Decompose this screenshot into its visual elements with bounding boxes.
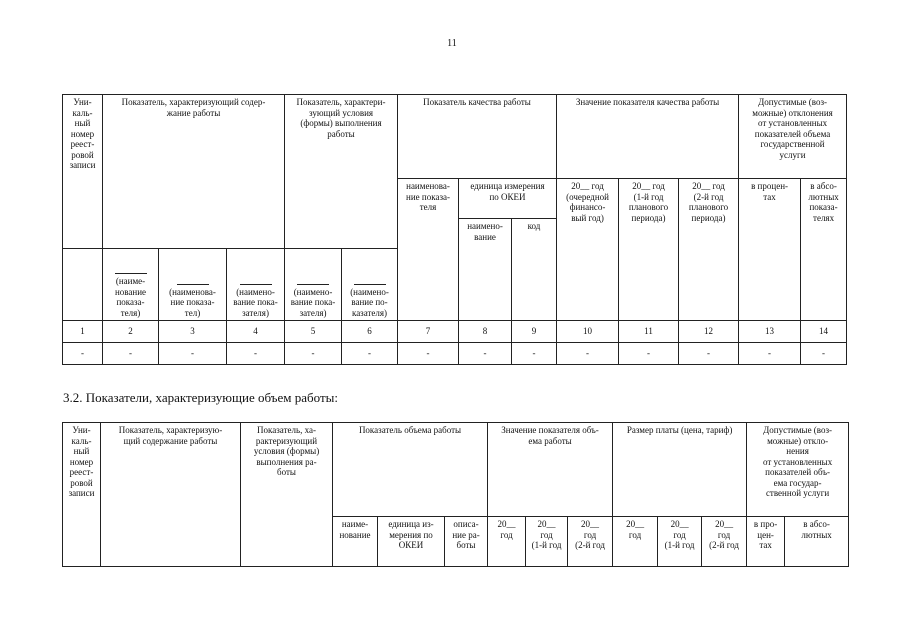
col-number: 4 [227,321,285,343]
header-year-2: 20__ год (1-й год планового периода) [619,179,679,321]
cell-value: - [619,343,679,365]
t2-header-fee-year-2: 20__ год (1-й год [658,517,702,567]
cell-value: - [398,343,459,365]
t2-header-value-year-3: 20__ год (2-й год [568,517,613,567]
subheader-col-2: (наиме- нование показа- теля) [103,249,159,321]
header-unit-code: код [512,219,557,321]
col-number: 6 [342,321,398,343]
header-unit-name: наимено- вание [459,219,512,321]
header-content-indicator: Показатель, характеризующий содер- жание работы [103,95,285,219]
col-number: 7 [398,321,459,343]
col-number: 3 [159,321,227,343]
subheader-col-6: (наимено- вание по- казателя) [342,249,398,321]
section-title: 3.2. Показатели, характеризующие объем работы: [63,390,338,405]
t2-header-percent: в про- цен- тах [747,517,785,567]
cell-value: - [285,343,342,365]
header-absolute: в абсо- лютных показа- телях [801,179,847,321]
t2-header-unit-okei: единица из- мерения по ОКЕИ [378,517,445,567]
t2-header-name: наиме- нование [333,517,378,567]
cell-value: - [801,343,847,365]
cell-value: - [63,343,103,365]
header-quality-value: Значение показателя качества работы [557,95,739,179]
subheader-col-3: (наименова- ние показа- тел) [159,249,227,321]
cell-value: - [679,343,739,365]
page-number: 11 [447,38,457,49]
col-number: 12 [679,321,739,343]
t2-header-conditions-indicator: Показатель, ха- рактеризующий условия (формы) выполнения ра- боты [241,423,333,567]
cell-value: - [512,343,557,365]
t2-header-value-year-1: 20__ год [488,517,526,567]
cell-value: - [459,343,512,365]
t2-header-fee: Размер платы (цена, тариф) [613,423,747,517]
header-year-3: 20__ год (2-й год планового периода) [679,179,739,321]
data-row [63,343,847,365]
header-percent: в процен- тах [739,179,801,321]
t2-header-fee-year-1: 20__ год [613,517,658,567]
cell-value: - [342,343,398,365]
header-conditions-indicator: Показатель, характери- зующий условия (формы) выполнения работы [285,95,398,219]
header-unit-okei: единица измерения по ОКЕИ [459,179,557,219]
t2-header-unique-number: Уни- каль- ный номер реест- ровой записи [63,423,101,567]
t2-header-volume-indicator: Показатель объема работы [333,423,488,517]
subheader-col-5: (наимено- вание пока- зателя) [285,249,342,321]
t2-header-deviations: Допустимые (воз- можные) откло- нения от установленных показателей объ- ема государ- ственной услуги [747,423,849,517]
col-number: 5 [285,321,342,343]
cell-value: - [227,343,285,365]
header-year-1: 20__ год (очередной финансо- вый год) [557,179,619,321]
t2-header-fee-year-3: 20__ год (2-й год [702,517,747,567]
col-number: 8 [459,321,512,343]
volume-indicators-table [62,422,849,567]
cell-value: - [159,343,227,365]
col-number: 14 [801,321,847,343]
t2-header-absolute: в абсо- лютных [785,517,849,567]
t2-header-volume-value: Значение показателя объ- ема работы [488,423,613,517]
col-number: 13 [739,321,801,343]
col-number: 10 [557,321,619,343]
t2-header-description: описа- ние ра- боты [445,517,488,567]
header-indicator-name: наименова- ние показа- теля [398,179,459,321]
header-deviations: Допустимые (воз- можные) отклонения от установленных показателей объема государственной услуги [739,95,847,179]
header-unique-number: Уни- каль- ный номер реест- ровой записи [63,95,103,249]
cell-value: - [557,343,619,365]
subheader-col-4: (наимено- вание пока- зателя) [227,249,285,321]
cell-value: - [103,343,159,365]
cell-value: - [739,343,801,365]
t2-header-value-year-2: 20__ год (1-й год [526,517,568,567]
col-number: 1 [63,321,103,343]
col-number: 11 [619,321,679,343]
t2-header-content-indicator: Показатель, характеризую- щий содержание работы [101,423,241,567]
quality-indicators-table [62,94,847,365]
column-numbers-row [63,321,847,343]
col-number: 9 [512,321,557,343]
header-quality-indicator: Показатель качества работы [398,95,557,179]
col-number: 2 [103,321,159,343]
